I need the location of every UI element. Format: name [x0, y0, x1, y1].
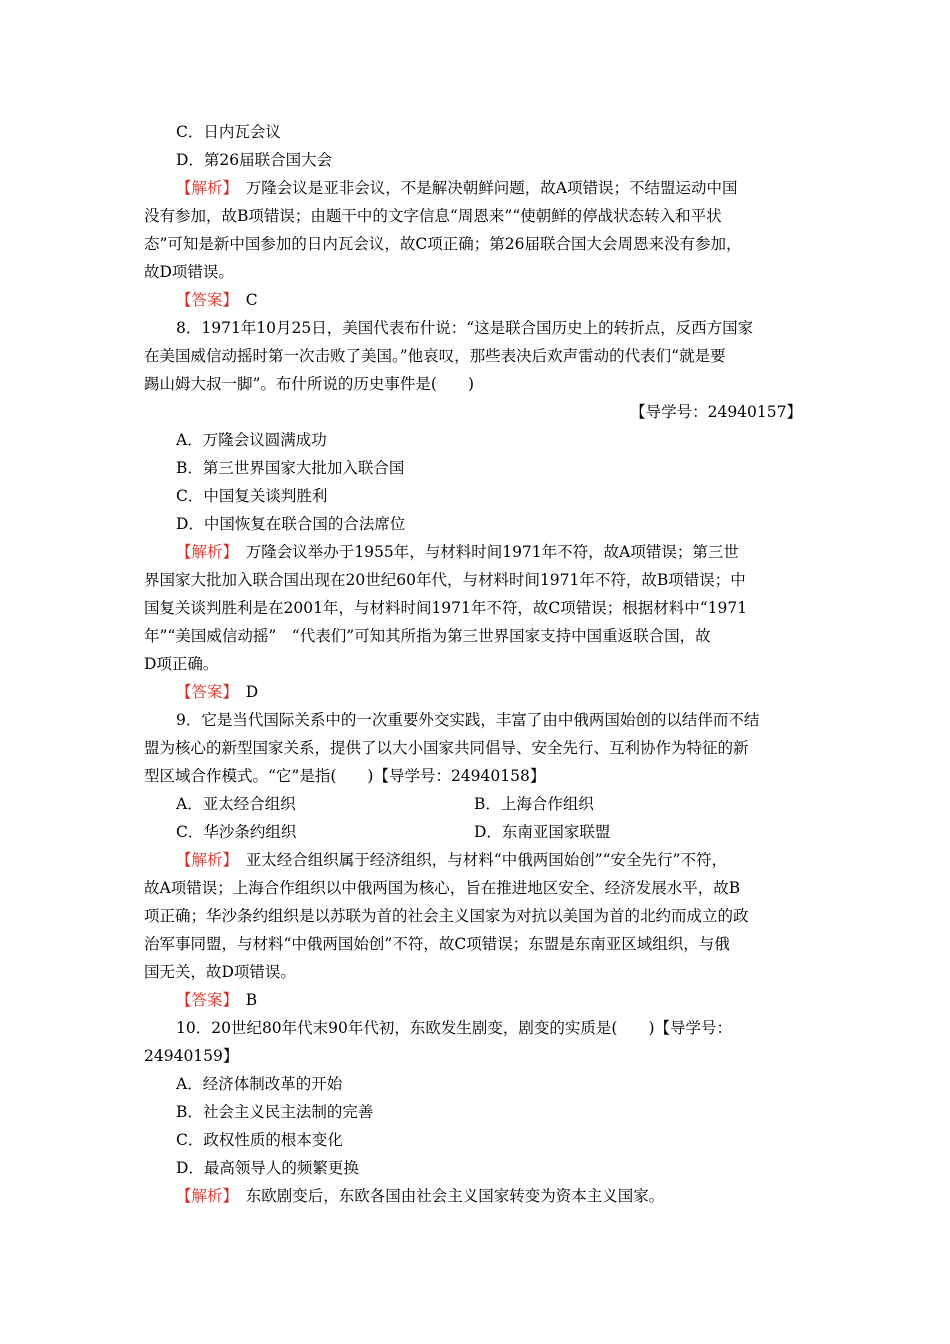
q8-guide-number: 【导学号：24940157】 [630, 403, 802, 421]
q7-analysis-line-1: 【解析】 万隆会议是亚非会议，不是解决朝鲜问题，故A项错误；不结盟运动中国 [176, 179, 738, 197]
q8-analysis-line-2: 界国家大批加入联合国出现在20世纪60年代，与材料时间1971年不符，故B项错误；中 [144, 571, 746, 589]
analysis-tag: 【解析】 [176, 543, 231, 561]
q8-analysis-line-1: 【解析】 万隆会议举办于1955年，与材料时间1971年不符，故A项错误；第三世 [176, 543, 739, 561]
q8-analysis-line-3: 国复关谈判胜利是在2001年，与材料时间1971年不符，故C项错误；根据材料中“1971 [144, 599, 748, 617]
q9-analysis-line-1: 【解析】 亚太经合组织属于经济组织，与材料“中俄两国始创”“安全先行”不符， [176, 851, 727, 869]
q8-option-c: C．中国复关谈判胜利 [176, 487, 328, 505]
q7-analysis-line-3: 态”可知是新中国参加的日内瓦会议，故C项正确；第26届联合国大会周恩来没有参加， [144, 235, 742, 253]
analysis-tag: 【解析】 [176, 1187, 231, 1205]
q9-analysis-line-4: 治军事同盟，与材料“中俄两国始创”不符，故C项错误；东盟是东南亚区域组织，与俄 [144, 935, 730, 953]
q8-stem-line-2: 在美国威信动摇时第一次击败了美国。”他哀叹，那些表决后欢声雷动的代表们“就是要 [144, 347, 726, 365]
q8-analysis-line-4: 年”“美国威信动摇” “代表们”可知其所指为第三世界国家支持中国重返联合国，故 [144, 627, 711, 645]
q9-analysis-line-2: 故A项错误；上海合作组织以中俄两国为核心，旨在推进地区安全、经济发展水平，故B [144, 879, 741, 897]
q9-analysis-line-3: 项正确；华沙条约组织是以苏联为首的社会主义国家为对抗以美国为首的北约而成立的政 [144, 907, 749, 925]
q9-option-b: B．上海合作组织 [474, 795, 594, 813]
q10-analysis-line-1: 【解析】 东欧剧变后，东欧各国由社会主义国家转变为资本主义国家。 [176, 1187, 665, 1205]
q8-stem-line-3: 踢山姆大叔一脚”。布什所说的历史事件是( ) [144, 375, 475, 393]
q9-analysis-line-5: 国无关，故D项错误。 [144, 963, 296, 981]
q8-option-b: B．第三世界国家大批加入联合国 [176, 459, 405, 477]
answer-tag: 【答案】 [176, 991, 231, 1009]
q9-option-d: D．东南亚国家联盟 [474, 823, 611, 841]
q10-option-a: A．经济体制改革的开始 [176, 1075, 343, 1093]
q10-stem-line-2: 24940159】 [144, 1047, 239, 1065]
q7-analysis-line-4: 故D项错误。 [144, 263, 234, 281]
q9-stem-line-2: 盟为核心的新型国家关系，提供了以大小国家共同倡导、安全先行、互利协作为特征的新 [144, 739, 749, 757]
q10-stem-line-1: 10．20世纪80年代末90年代初，东欧发生剧变，剧变的实质是( )【导学号： [176, 1019, 732, 1037]
q9-option-a: A．亚太经合组织 [176, 795, 296, 813]
q8-option-d: D．中国恢复在联合国的合法席位 [176, 515, 406, 533]
q9-answer: 【答案】 B [176, 991, 258, 1009]
q7-option-c: C．日内瓦会议 [176, 123, 281, 141]
q10-option-b: B．社会主义民主法制的完善 [176, 1103, 374, 1121]
q9-option-c: C．华沙条约组织 [176, 823, 297, 841]
q8-answer: 【答案】 D [176, 683, 259, 701]
q7-analysis-line-2: 没有参加，故B项错误；由题干中的文字信息“周恩来”“使朝鲜的停战状态转入和平状 [144, 207, 722, 225]
q9-stem-line-1: 9．它是当代国际关系中的一次重要外交实践，丰富了由中俄两国始创的以结伴而不结 [176, 711, 760, 729]
analysis-tag: 【解析】 [176, 851, 231, 869]
answer-tag: 【答案】 [176, 291, 231, 309]
q8-stem-line-1: 8．1971年10月25日，美国代表布什说：“这是联合国历史上的转折点，反西方国家 [176, 319, 754, 337]
q7-answer: 【答案】 C [176, 291, 258, 309]
answer-tag: 【答案】 [176, 683, 231, 701]
q8-analysis-line-5: D项正确。 [144, 655, 219, 673]
q8-option-a: A．万隆会议圆满成功 [176, 431, 327, 449]
q9-stem-line-3: 型区域合作模式。“它”是指( )【导学号：24940158】 [144, 767, 546, 785]
q10-option-d: D．最高领导人的频繁更换 [176, 1159, 359, 1177]
analysis-tag: 【解析】 [176, 179, 231, 197]
q10-option-c: C．政权性质的根本变化 [176, 1131, 343, 1149]
q7-option-d: D．第26届联合国大会 [176, 151, 333, 169]
